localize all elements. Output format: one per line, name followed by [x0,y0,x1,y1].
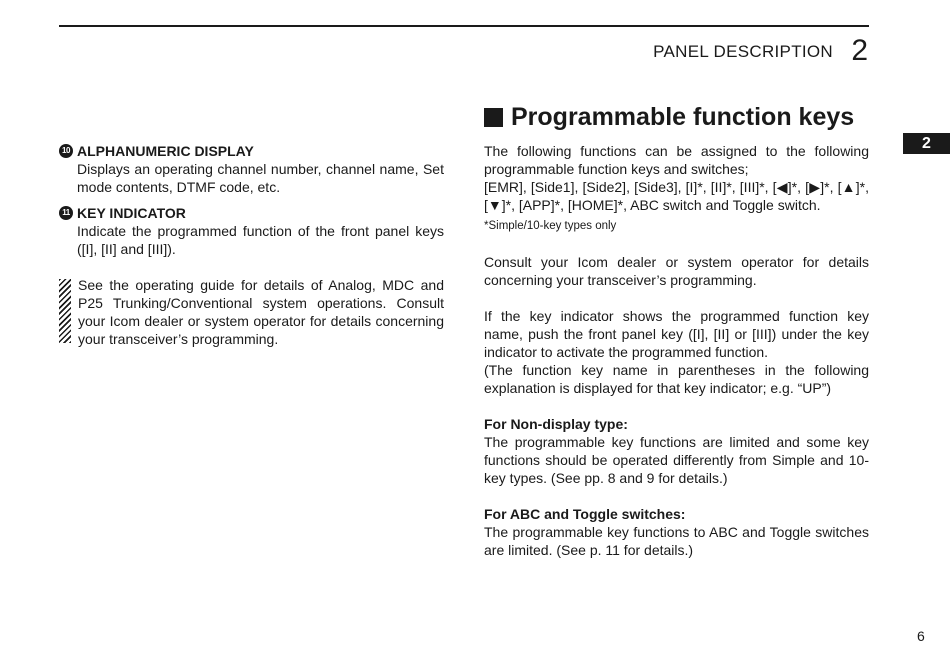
item-number-badge: 10 [59,144,73,158]
consult-paragraph: Consult your Icom dealer or system operator for details concerning your transceiver’s programming. [484,254,869,288]
item-key-indicator [59,204,444,258]
chapter-number: 2 [851,34,868,67]
item-description: Indicate the programmed function of the front panel keys ([I], [II] and [III]). [77,223,444,257]
non-display-heading: For Non-display type: [484,416,628,432]
top-rule [59,25,869,27]
item-alphanumeric-display [59,142,444,196]
right-column [484,100,869,559]
note-block [59,276,444,348]
parenthetical-note: (The function key name in parentheses in the following explanation is displayed for that key indicator; e.g. “UP”) [484,362,869,396]
indicator-paragraph: If the key indicator shows the programmed function key name, push the front panel key ([I], [II] or [III]) under the key indicator to activate the programmed function. [484,308,869,360]
abc-toggle-paragraph: The programmable key functions to ABC and Toggle switches are limited. (See p. 11 for details.) [484,524,869,558]
item-number-badge: 11 [59,206,73,220]
intro-paragraph: The following functions can be assigned to the following programmable function keys and switches; [484,143,869,177]
section-title [484,100,869,134]
chapter-side-tab: 2 [903,133,950,154]
left-column [59,142,444,348]
non-display-paragraph: The programmable key functions are limited and some key functions should be operated differently from Simple and 10-key types. (See pp. 8 and 9 for details.) [484,434,869,486]
item-description: Displays an operating channel number, channel name, Set mode contents, DTMF code, etc. [77,161,444,195]
black-square-icon [484,108,503,127]
section-header-label: PANEL DESCRIPTION [653,42,833,61]
item-title: KEY INDICATOR [77,205,186,221]
page-number: 6 [917,628,925,644]
abc-toggle-heading: For ABC and Toggle switches: [484,506,686,522]
footnote: *Simple/10-key types only [484,220,617,232]
note-icon [59,279,71,343]
key-list: [EMR], [Side1], [Side2], [Side3], [I]*, [II]*, [III]*, [◀]*, [▶]*, [▲]*, [▼]*, [APP]*, [HOME]*, ABC switch and Toggle switch. [484,179,869,213]
item-title: ALPHANUMERIC DISPLAY [77,143,254,159]
note-text: See the operating guide for details of Analog, MDC and P25 Trunking/Conventional system operations. Consult your Icom dealer or system operator for details concerning your transceiver’s programming. [78,277,444,347]
section-title-text: Programmable function keys [511,103,855,131]
